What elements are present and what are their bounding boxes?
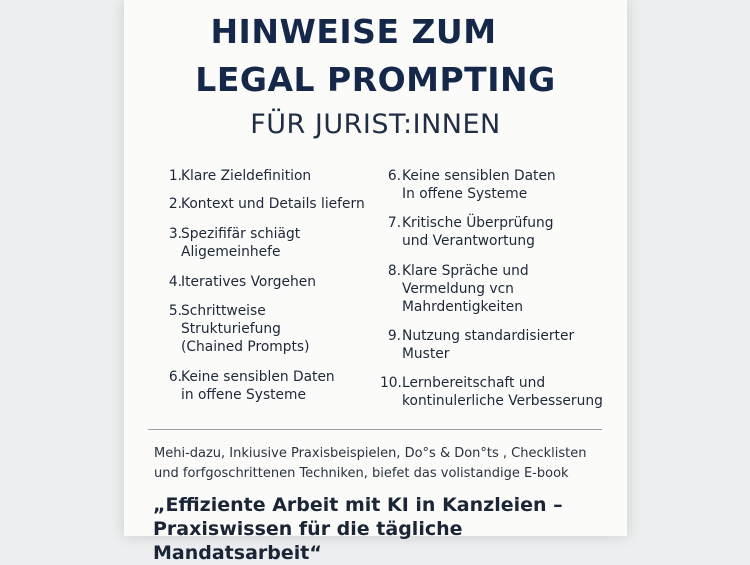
item-number: 9. [387, 328, 401, 344]
item-text: Spezififär schiägt Aligemeinhefe [181, 226, 301, 260]
divider [148, 429, 602, 430]
item-number: 3. [168, 226, 182, 242]
ebook-title: „Effiziente Arbeit mit KI in Kanzleien – Praxiswissen für die tägliche Mandatsarbeit“ [153, 494, 563, 564]
item-text: Nutzung standardisierter Muster [402, 328, 575, 362]
item-text: Kritische Überprüfung und Verantwortung [402, 215, 554, 249]
subtitle: FÜR JURIST:INNEN [250, 109, 501, 140]
item-text: Iteratives Vorgehen [181, 274, 317, 290]
item-number: 2. [168, 196, 182, 212]
item-text: Schrittweise Strukturiefung (Chained Prompts) [181, 303, 310, 355]
ebook-hint-text: Mehi-dazu, Inkiusive Praxisbeispielen, Do°s & Don°ts , Checklisten und forfgoschrittenen Techniken, biefet das volistandige E-book [154, 446, 587, 481]
item-text: Lernbereitschaft und kontinulerliche Verbesserung [402, 375, 603, 409]
item-number: 10. [380, 375, 402, 391]
item-text: Klare Spräche und Vermeldung vcn Mahrdentigkeiten [402, 263, 529, 315]
item-text: Keine sensiblen Daten in offene Systeme [181, 369, 335, 403]
item-text: Klare Zieldefinition [181, 168, 312, 184]
item-number: 5. [168, 303, 182, 319]
item-number: 6. [387, 168, 401, 184]
item-number: 7. [387, 215, 401, 231]
title-line-2: LEGAL PROMPTING [195, 60, 556, 99]
item-number: 1. [168, 168, 182, 184]
item-text: Keine sensiblen Daten In offene Systeme [402, 168, 556, 202]
item-number: 6. [168, 369, 182, 385]
item-number: 8. [387, 263, 401, 279]
item-text: Kontext und Details liefern [181, 196, 365, 212]
title-line-1: HINWEISE ZUM [210, 12, 497, 51]
item-number: 4. [168, 274, 182, 290]
info-sheet [124, 0, 627, 564]
